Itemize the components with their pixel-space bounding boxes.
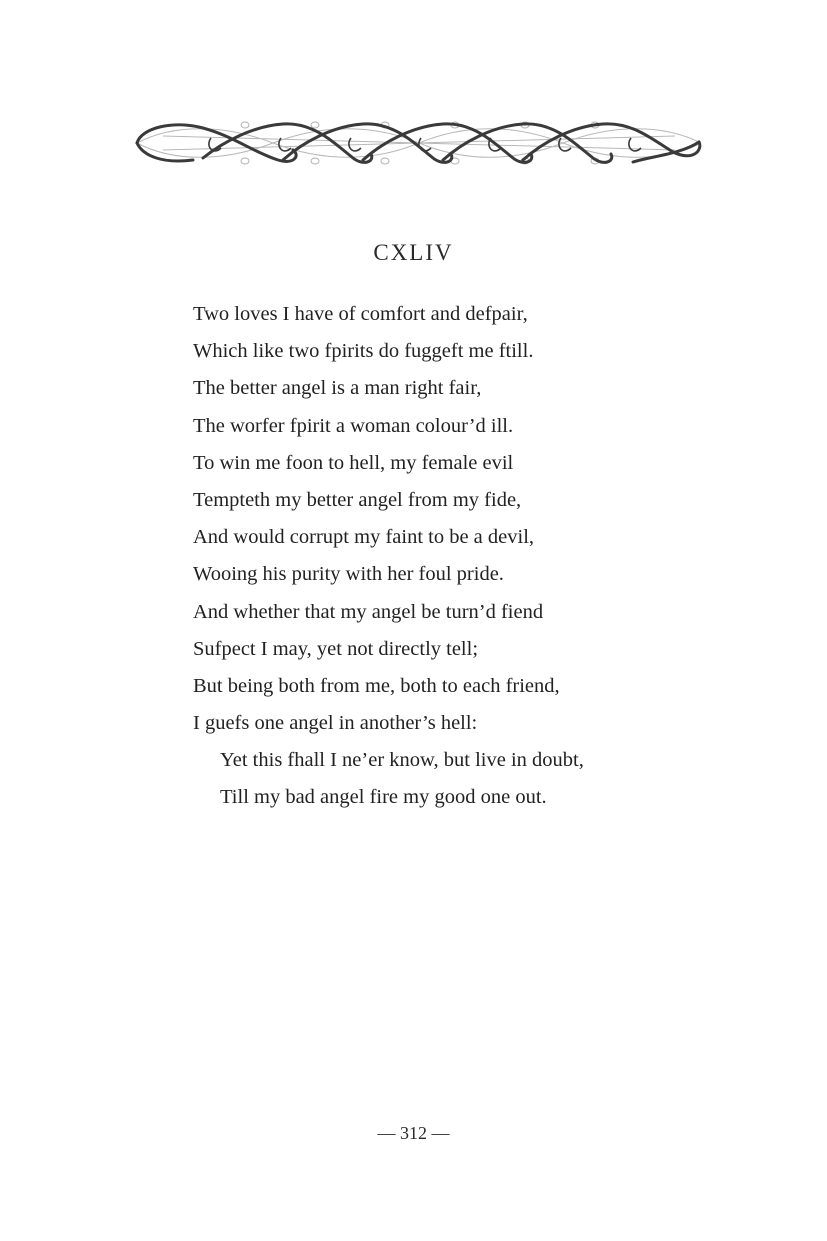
- poem-line: Which like two fpirits do fuggeft me ftill.: [193, 340, 534, 363]
- poem-line: Two loves I have of comfort and defpair,: [193, 303, 528, 325]
- decorative-ornament-icon: [133, 112, 705, 174]
- poem-line: But being both from me, both to each friend,: [193, 674, 560, 697]
- sonnet-number-heading: CXLIV: [373, 240, 454, 265]
- poem-line: Tempteth my better angel from my fide,: [193, 488, 522, 511]
- poem-line: I guefs one angel in another’s hell:: [193, 712, 478, 735]
- poem-line: The better angel is a man right fair,: [193, 377, 482, 400]
- couplet-line: Till my bad angel fire my good one out.: [220, 786, 547, 809]
- poem-line: Wooing his purity with her foul pride.: [193, 563, 504, 586]
- poem-line: And would corrupt my faint to be a devil,: [193, 526, 535, 549]
- poem-line: To win me foon to hell, my female evil: [193, 451, 514, 474]
- page-number: — 312 —: [377, 1123, 450, 1143]
- poem-line: And whether that my angel be turn’d fiend: [193, 600, 544, 623]
- couplet-line: Yet this fhall I ne’er know, but live in doubt,: [220, 749, 584, 772]
- poem-text: [193, 296, 584, 817]
- poem-line: Sufpect I may, yet not directly tell;: [193, 637, 479, 660]
- poem-line: The worfer fpirit a woman colour’d ill.: [193, 414, 514, 437]
